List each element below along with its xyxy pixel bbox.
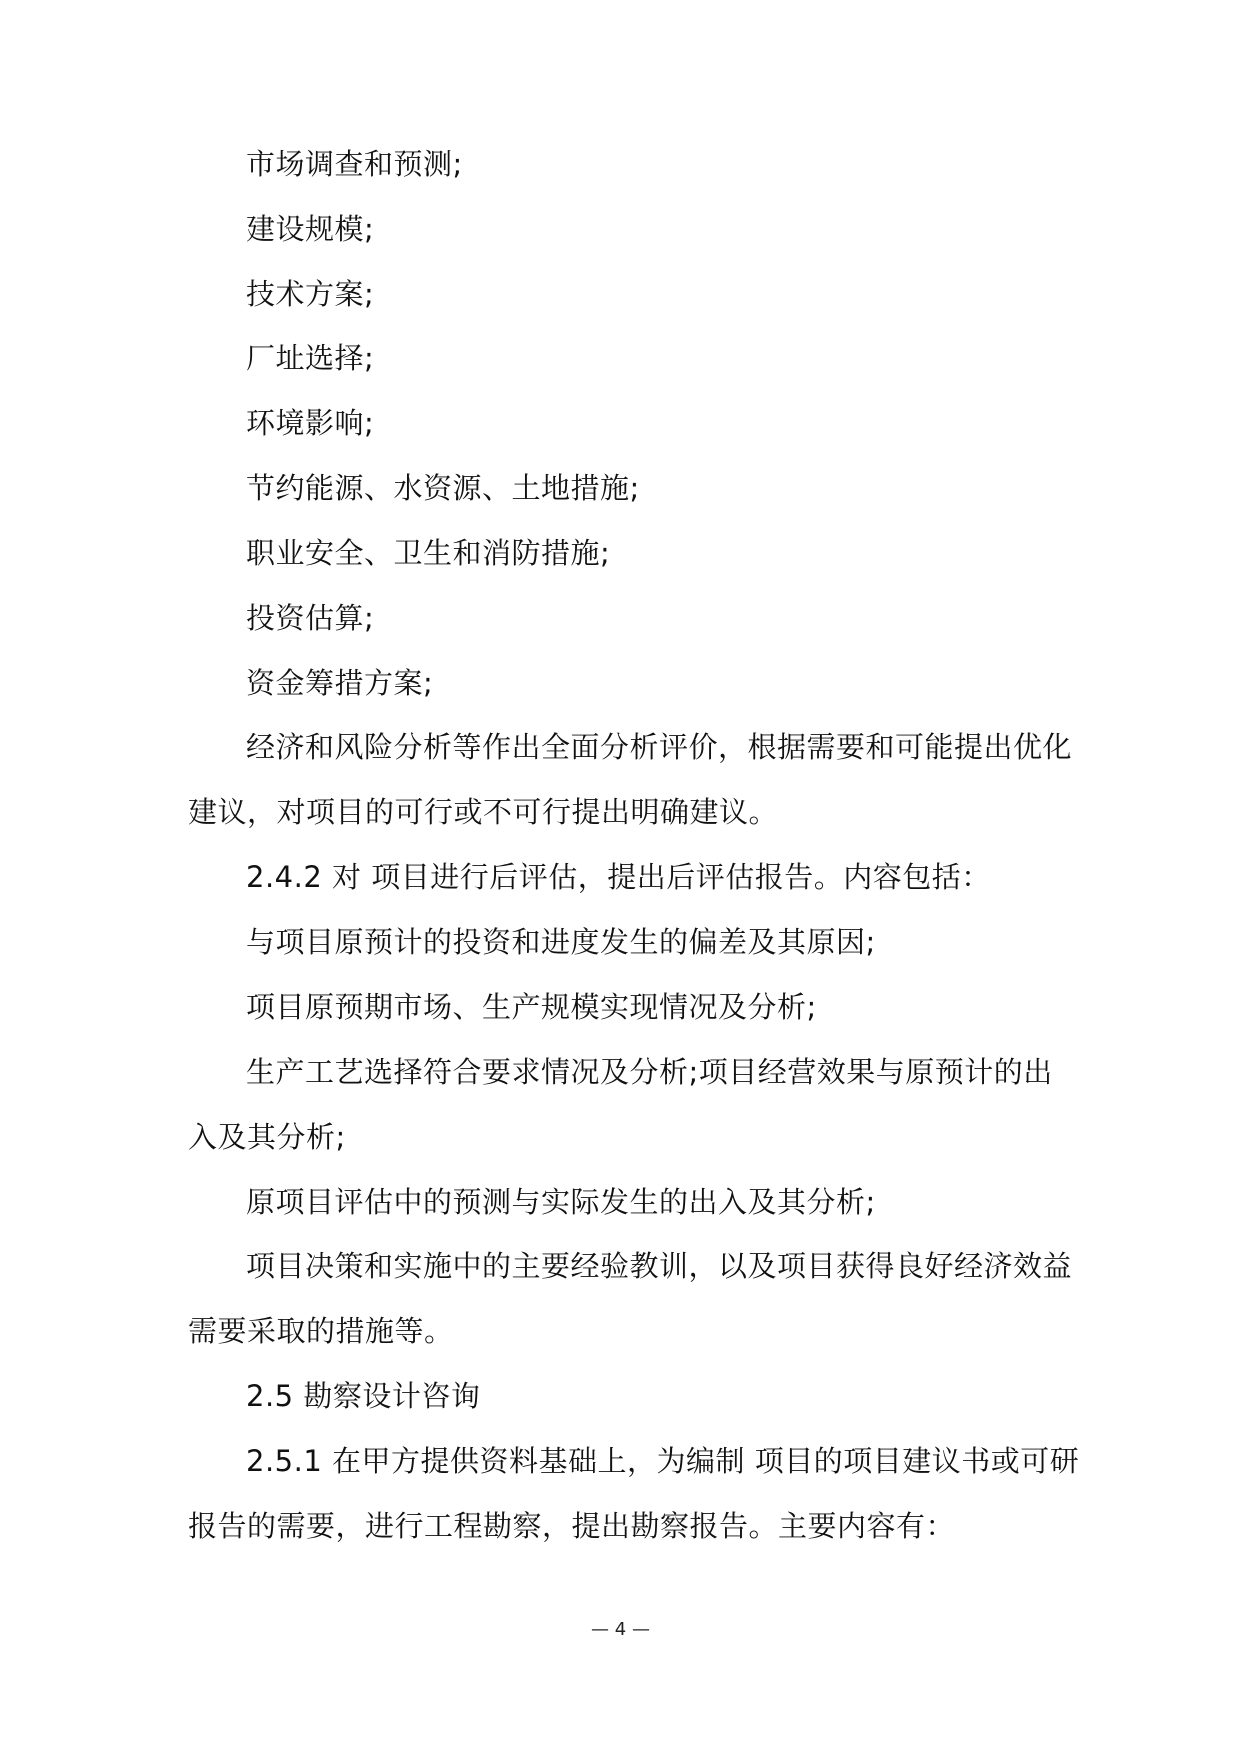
paragraph-line: 报告的需要，进行工程勘察，提出勘察报告。主要内容有：	[188, 1509, 956, 1543]
paragraph-line: 项目原预期市场、生产规模实现情况及分析;	[246, 990, 817, 1024]
section-heading: 2.4.2 对 项目进行后评估，提出后评估报告。内容包括：	[246, 860, 991, 894]
section-heading: 2.5.1 在甲方提供资料基础上，为编制 项目的项目建议书或可研	[246, 1444, 1080, 1478]
paragraph-line: 建议，对项目的可行或不可行提出明确建议。	[188, 795, 779, 829]
paragraph-line: 环境影响;	[246, 406, 375, 440]
paragraph-line: 经济和风险分析等作出全面分析评价，根据需要和可能提出优化	[246, 730, 1073, 764]
paragraph-line: 节约能源、水资源、土地措施;	[246, 471, 640, 505]
paragraph-line: 市场调查和预测;	[246, 147, 463, 181]
paragraph-line: 职业安全、卫生和消防措施;	[246, 536, 611, 570]
paragraph-line: 资金筹措方案;	[246, 666, 434, 700]
paragraph-line: 项目决策和实施中的主要经验教训，以及项目获得良好经济效益	[246, 1249, 1073, 1283]
paragraph-line: 生产工艺选择符合要求情况及分析;项目经营效果与原预计的出	[246, 1055, 1053, 1089]
paragraph-line: 入及其分析;	[188, 1120, 346, 1154]
page-number: — 4 —	[591, 1619, 650, 1640]
section-heading: 2.5 勘察设计咨询	[246, 1379, 481, 1413]
paragraph-line: 原项目评估中的预测与实际发生的出入及其分析;	[246, 1185, 876, 1219]
paragraph-line: 厂址选择;	[246, 341, 375, 375]
paragraph-line: 需要采取的措施等。	[188, 1314, 454, 1348]
paragraph-line: 技术方案;	[246, 277, 375, 311]
paragraph-line: 建设规模;	[246, 212, 375, 246]
paragraph-line: 投资估算;	[246, 601, 375, 635]
paragraph-line: 与项目原预计的投资和进度发生的偏差及其原因;	[246, 925, 876, 959]
